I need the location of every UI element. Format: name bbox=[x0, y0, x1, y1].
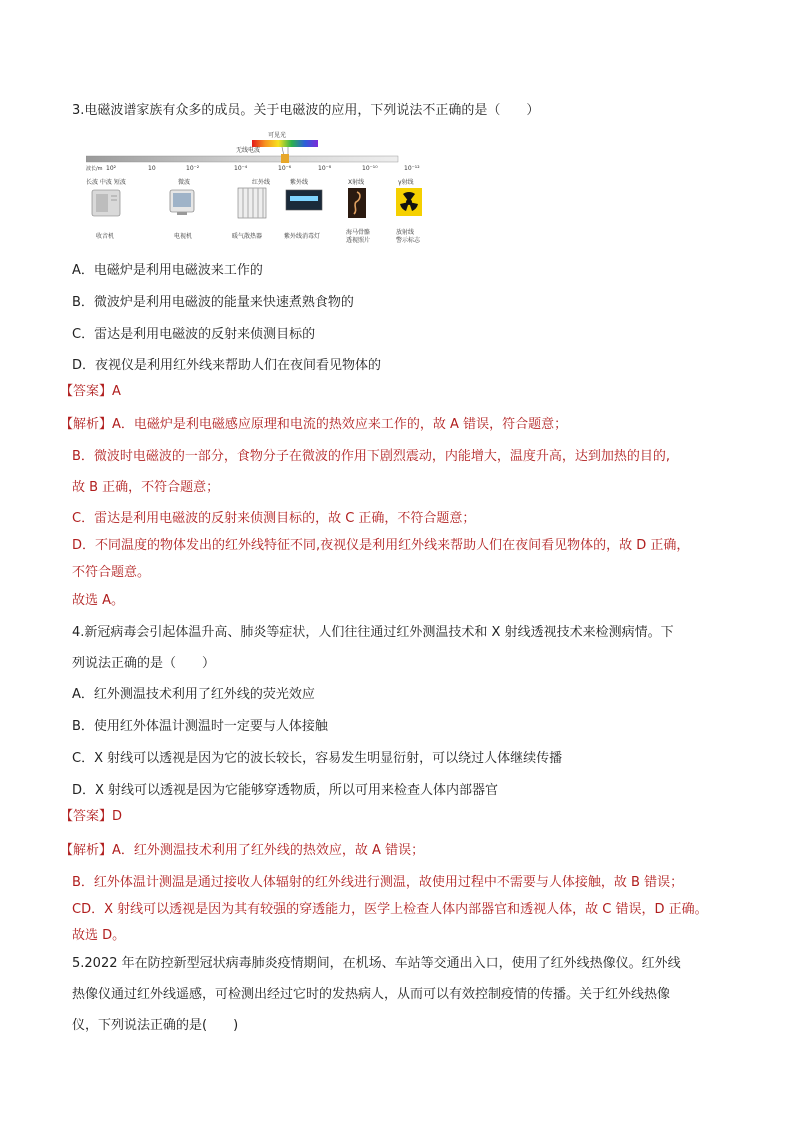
q3-analysis-line: B．微波时电磁波的一部分，食物分子在微波的作用下剧烈震动，内能增大，温度升高，达到加热的目的, bbox=[72, 449, 671, 464]
tick-label: 10⁻¹² bbox=[404, 165, 420, 172]
q3-analysis-line: 不符合题意。 bbox=[72, 565, 151, 580]
television-icon bbox=[170, 190, 194, 215]
q3-analysis-line bbox=[60, 416, 720, 434]
analysis-tag: 【解析】 bbox=[60, 417, 113, 432]
q4-option-b: B．使用红外体温计测温时一定要与人体接触 bbox=[72, 719, 328, 734]
q3-answer bbox=[60, 383, 720, 401]
band-label: 微波 bbox=[178, 179, 191, 186]
q3-stem: 3.电磁波谱家族有众多的成员。关于电磁波的应用，下列说法不正确的是（ ） bbox=[72, 103, 540, 118]
uv-lamp-icon bbox=[286, 190, 322, 210]
band-label: 长波 中波 短波 bbox=[86, 179, 126, 186]
q3-analysis-line: C．雷达是利用电磁波的反射来侦测目标的，故 C 正确，不符合题意； bbox=[72, 511, 476, 526]
q3-option-d: D．夜视仪是利用红外线来帮助人们在夜间看见物体的 bbox=[72, 358, 382, 373]
tick-label: 10⁻² bbox=[186, 165, 200, 172]
em-spectrum-figure bbox=[86, 130, 426, 252]
tick-label: 10 bbox=[148, 165, 156, 172]
em-spectrum-diagram bbox=[86, 130, 426, 252]
radiation-sign-icon bbox=[396, 188, 422, 216]
visible-light-label: 可见光 bbox=[268, 132, 287, 139]
q4-stem: 4.新冠病毒会引起体温升高、肺炎等症状，人们往往通过红外测温技术和 X 射线透视技术来检测病情。下 bbox=[72, 625, 674, 640]
q4-option-d: D．X 射线可以透视是因为它能够穿透物质，所以可用来检查人体内部器官 bbox=[72, 783, 499, 798]
tick-label: 10⁻¹⁰ bbox=[362, 165, 378, 172]
answer-value: A bbox=[112, 384, 121, 399]
device-label: 海马骨骼 bbox=[346, 229, 371, 236]
device-label: 暖气散热器 bbox=[232, 233, 263, 240]
radio-wave-label: 无线电波 bbox=[236, 147, 261, 154]
q3-analysis-line: D．不同温度的物体发出的红外线特征不同,夜视仪是利用红外线来帮助人们在夜间看见物体的，故 D 正确， bbox=[72, 538, 690, 553]
tick-label: 10⁻⁸ bbox=[318, 165, 332, 172]
q3-option-c: C．雷达是利用电磁波的反射来侦测目标的 bbox=[72, 327, 316, 342]
device-label: 透视照片 bbox=[346, 237, 371, 244]
visible-marker bbox=[281, 154, 289, 163]
band-label: 红外线 bbox=[252, 179, 271, 186]
answer-value: D bbox=[112, 809, 123, 824]
seahorse-xray-icon bbox=[348, 188, 366, 218]
q3-option-b: B．微波炉是利用电磁波的能量来快速煮熟食物的 bbox=[72, 295, 354, 310]
q4-analysis-line bbox=[60, 842, 720, 860]
radiator-icon bbox=[238, 188, 266, 218]
band-label: X射线 bbox=[348, 179, 365, 186]
device-label: 放射线 bbox=[396, 229, 415, 236]
analysis-tag: 【解析】 bbox=[60, 843, 113, 858]
answer-tag: 【答案】 bbox=[60, 384, 113, 399]
device-label: 警示标志 bbox=[396, 237, 421, 244]
answer-tag: 【答案】 bbox=[60, 809, 113, 824]
q3-option-a: A．电磁炉是利用电磁波来工作的 bbox=[72, 263, 263, 278]
q4-analysis-line: B．红外体温计测温是通过接收人体辐射的红外线进行测温，故使用过程中不需要与人体接触，故 B 错误； bbox=[72, 875, 684, 890]
band-label: 紫外线 bbox=[290, 179, 309, 186]
analysis-text: A．红外测温技术利用了红外线的热效应，故 A 错误； bbox=[112, 843, 425, 858]
q4-analysis-line: CD．X 射线可以透视是因为其有较强的穿透能力，医学上检查人体内部器官和透视人体，故 C 错误，D 正确。 bbox=[72, 902, 708, 917]
spectrum-band bbox=[86, 156, 398, 162]
visible-light-strip bbox=[252, 140, 318, 147]
radio-icon bbox=[92, 190, 120, 216]
q4-analysis-line: 故选 D。 bbox=[72, 928, 126, 943]
device-label: 收音机 bbox=[96, 233, 115, 240]
band-label: γ射线 bbox=[398, 179, 414, 186]
q4-option-c: C．X 射线可以透视是因为它的波长较长，容易发生明显衍射，可以绕过人体继续传播 bbox=[72, 751, 563, 766]
q3-analysis-line: 故 B 正确，不符合题意； bbox=[72, 480, 220, 495]
q5-stem: 仪，下列说法正确的是( ) bbox=[72, 1018, 239, 1033]
q4-answer bbox=[60, 808, 720, 826]
tick-label: 10² bbox=[106, 165, 117, 172]
q3-analysis-line: 故选 A。 bbox=[72, 593, 125, 608]
device-label: 电视机 bbox=[174, 233, 193, 240]
device-labels bbox=[96, 228, 421, 244]
axis-label: 波长/m bbox=[86, 166, 103, 172]
band-labels bbox=[86, 178, 414, 186]
analysis-text: A．电磁炉是利电磁感应原理和电流的热效应来工作的，故 A 错误，符合题意； bbox=[112, 417, 568, 432]
q4-stem: 列说法正确的是（ ） bbox=[72, 656, 216, 671]
q5-stem: 热像仪通过红外线遥感，可检测出经过它时的发热病人，从而可以有效控制疫情的传播。关于红外线热像 bbox=[72, 987, 671, 1002]
q5-stem: 5.2022 年在防控新型冠状病毒肺炎疫情期间，在机场、车站等交通出入口，使用了红外线热像仪。红外线 bbox=[72, 956, 681, 971]
device-label: 紫外线消毒灯 bbox=[284, 233, 321, 240]
q4-option-a: A．红外测温技术利用了红外线的荧光效应 bbox=[72, 687, 315, 702]
tick-label: 10⁻⁶ bbox=[278, 165, 292, 172]
tick-labels bbox=[106, 165, 420, 172]
tick-label: 10⁻⁴ bbox=[234, 165, 248, 172]
